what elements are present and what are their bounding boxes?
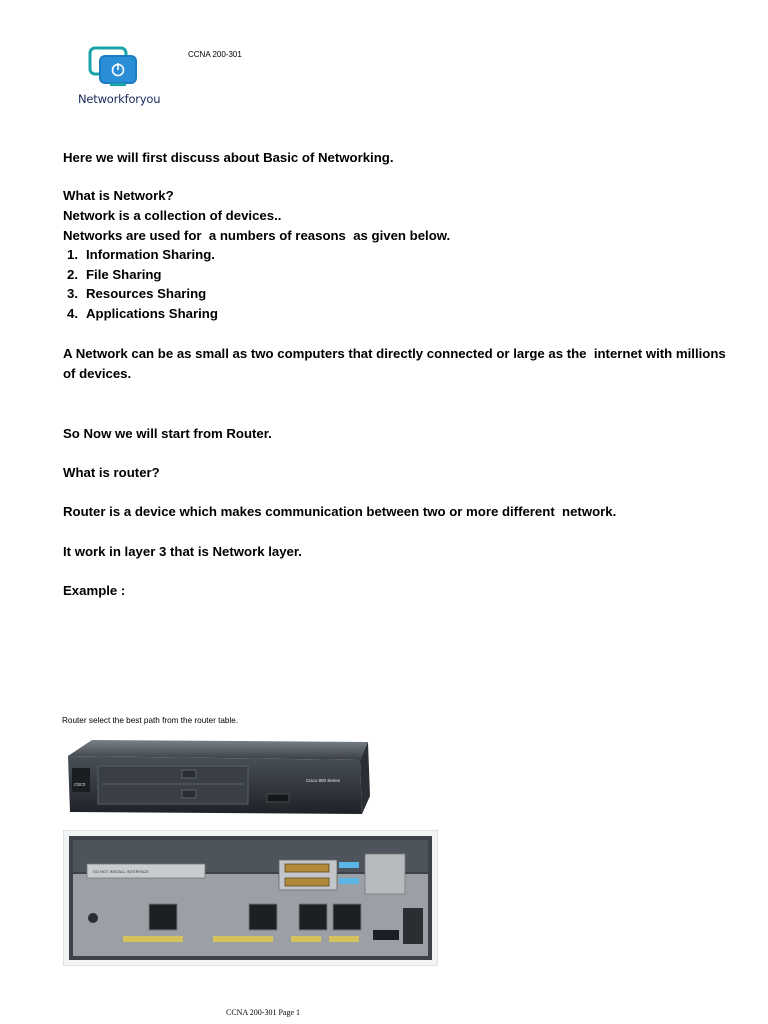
footer-page-label: CCNA 200-301 Page 1: [226, 1008, 300, 1017]
question-router: What is router?: [63, 465, 160, 480]
svg-text:Cisco 800 Series: Cisco 800 Series: [306, 778, 341, 783]
question-network: What is Network?: [63, 188, 174, 203]
list-item: 2. File Sharing: [67, 266, 162, 282]
logo-text: Networkforyou: [78, 92, 161, 106]
definition-network: Network is a collection of devices..: [63, 208, 282, 223]
reasons-list: [67, 245, 218, 323]
svg-text:cisco: cisco: [74, 782, 86, 788]
router-caption: Router select the best path from the router table.: [62, 716, 239, 725]
reasons-intro: Networks are used for a numbers of reasons as given below.: [63, 228, 451, 243]
start-router-text: So Now we will start from Router.: [63, 426, 272, 441]
definition-router: Router is a device which makes communication between two or more different network.: [63, 504, 617, 519]
list-item: 3. Resources Sharing: [67, 286, 207, 302]
list-item: 1. Information Sharing.: [67, 247, 215, 262]
list-item: 4. Applications Sharing: [67, 305, 218, 321]
router-front-image: [62, 738, 372, 816]
intro-text: Here we will first discuss about Basic of Networking.: [63, 150, 394, 165]
network-size-line-2: of devices.: [63, 366, 132, 381]
router-back-image: [63, 830, 438, 966]
layer-text: It work in layer 3 that is Network layer.: [63, 544, 302, 559]
header-doc-code: CCNA 200-301: [188, 50, 242, 59]
svg-text:DO NOT INSTALL INTERFACE: DO NOT INSTALL INTERFACE: [93, 869, 149, 874]
network-size-line-1: A Network can be as small as two computers that directly connected or large as the internet with millions: [63, 346, 726, 361]
example-label: Example :: [63, 583, 126, 598]
